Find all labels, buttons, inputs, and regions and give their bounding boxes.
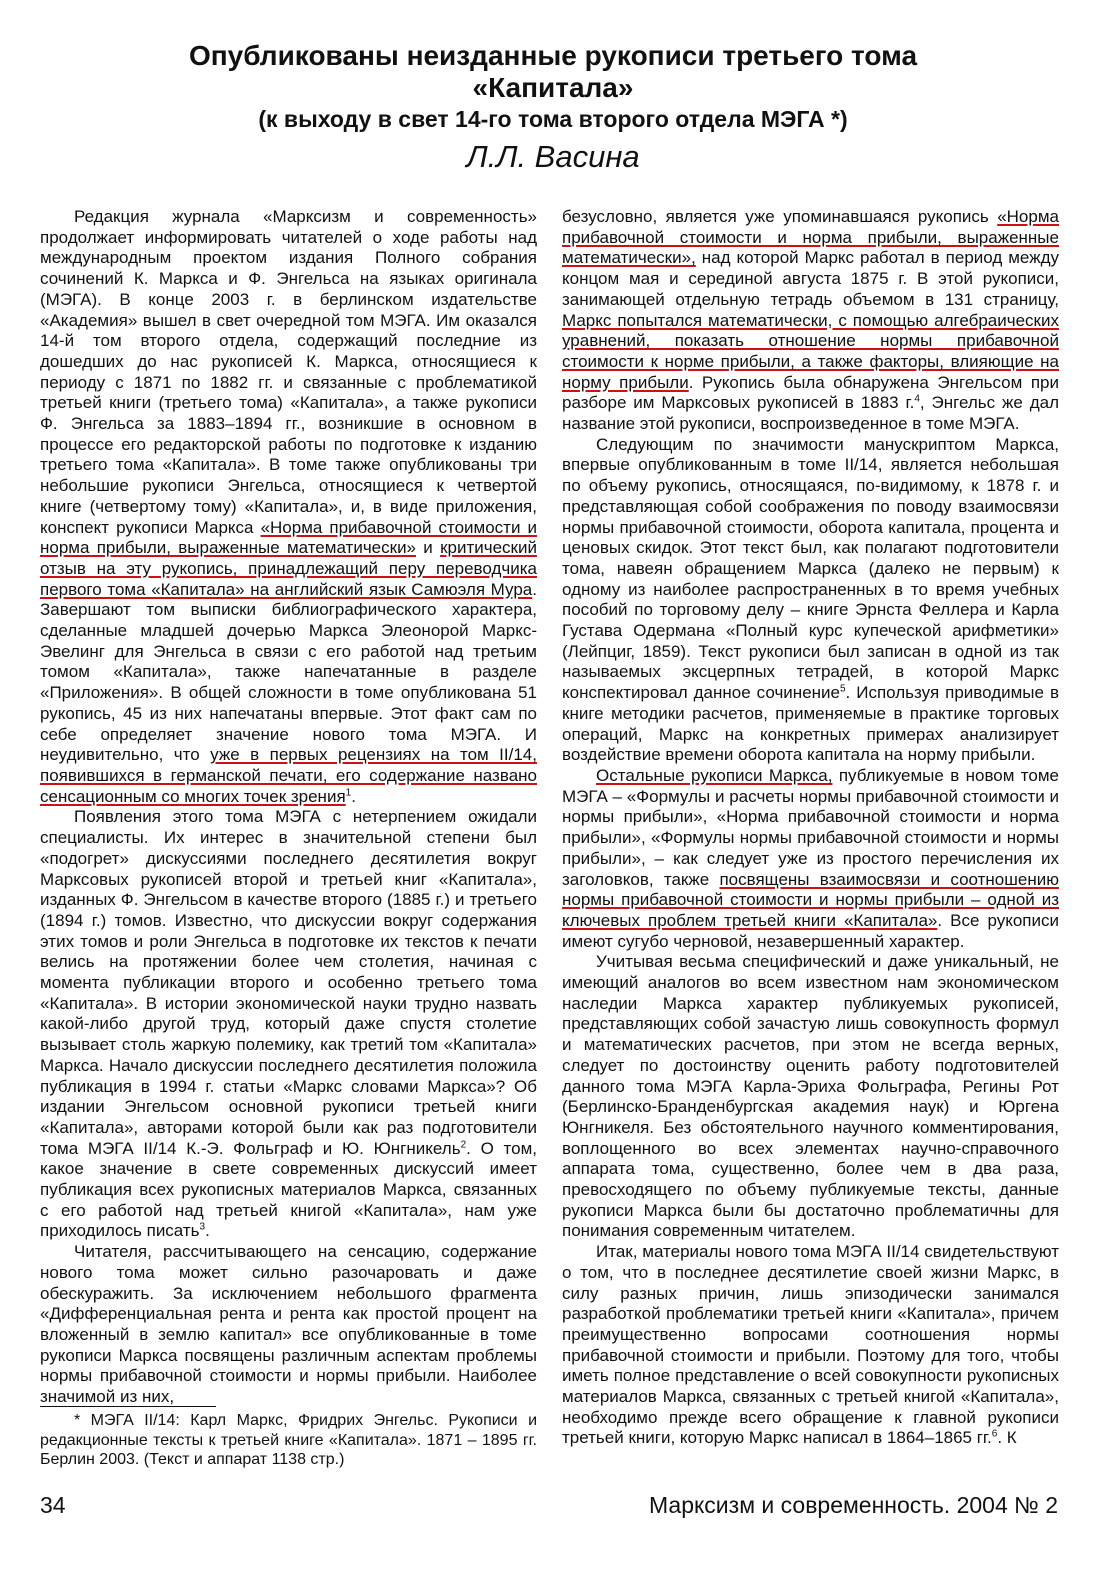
journal-issue: Марксизм и современность. 2004 № 2 [648,1492,1058,1518]
footnote-ref: 5 [839,683,846,695]
paragraph: безусловно, является уже упоминавшаяся рукопись «Норма прибавочной стоимости и норма прибыли, выраженные математически», над которой Маркс работал в период между концом мая и серединой августа 1875 г. В этой рукописи, занимающей отдельную тетрадь объемом в 131 страницу, Маркс попытался математически, с помощью алгебраических уравнений, показать отношение нормы прибавочной стоимости к норме прибыли, а также факторы, влияющие на норму прибыли. Рукопись была обнаружена Энгельсом при разборе им Марксовых рукописей в 1883 г.$^4$, Энгельс же дал название этой рукописи, воспроизведенное в томе МЭГА. [562,207,1059,434]
highlighted-text: Маркс попытался математически, с помощью алгебраических уравнений, показать отношение нормы прибавочной стоимости к норме прибыли, а также факторы, влияющие на норму прибыли [562,310,1059,392]
highlighted-text: «Норма прибавочной стоимости и норма прибыли, выраженные математически» [40,517,538,558]
title-line-2: «Капитала» [472,72,634,103]
right-column [562,207,1059,1449]
highlighted-text: посвящены взаимосвязи и соотношению нормы прибавочной стоимости и нормы прибыли – одной из ключевых проблем третьей книги «Капитала» [562,869,1059,930]
footnote: * МЭГА II/14: Карл Маркс, Фридрих Энгельс. Рукописи и редакционные тексты к третьей книге «Капитала». 1871 – 1895 гг. Берлин 2003. (Текст и аппарат 1138 стр.) [40,1412,537,1468]
article-title [0,40,1106,104]
highlighted-text: «Норма прибавочной стоимости и норма прибыли, выраженные математически», [562,207,1059,268]
left-column [40,207,537,1408]
paragraph: Читателя, рассчитывающего на сенсацию, содержание нового тома может сильно разочаровать и даже обескуражить. За исключением небольшого фрагмента «Дифференциальная рента и рента как простой процент на вложенный в землю капитал» все опубликованные в томе рукописи Маркса посвящены различным аспектам проблемы нормы прибавочной стоимости и нормы прибыли. Наиболее значимой из них, [40,1242,537,1407]
highlighted-text: Остальные рукописи Маркса, [596,765,833,785]
page-number: 34 [40,1492,66,1518]
article-header [0,40,1106,178]
article-subtitle: (к выходу в свет 14-го тома второго отдела МЭГА *) [258,106,848,132]
paragraph: Следующим по значимости манускриптом Маркса, впервые опубликованным в томе II/14, является небольшая по объему рукопись, относящаяся, по-видимому, к 1878 г. и представляющая собой соображения по поводу взаимосвязи нормы прибавочной стоимости, оборота капитала, процента и ценовых скидок. Этот текст был, как полагают подготовители тома, навеян обращением Маркса (далеко не первым) к одному из наиболее распространенных в то время учебных пособий по торговому делу – книге Эрнста Феллера и Карла Густава Одермана «Полный курс купеческой арифметики» (Лейпциг, 1859). Текст рукописи был записан в одной из так называемых эксцерпных тетрадей, в которой Маркс конспектировал данное сочинение$^5$. Используя приводимые в книге методики расчетов, применяемые в практике торговых операций, Маркс на конкретных примерах анализирует воздействие времени оборота капитала на норму прибыли. [562,434,1059,765]
article-author: Л.Л. Васина [466,139,640,174]
highlighted-text: уже в первых рецензиях на том II/14, появившихся в германской печати, его содержание названо сенсационным со многих точек зрения [40,745,537,806]
title-line-1: Опубликованы неизданные рукописи третьего тома [188,40,918,71]
footnote-ref: 2 [460,1138,467,1150]
footnote-ref: 3 [199,1221,206,1233]
paragraph: Учитывая весьма специфический и даже уникальный, не имеющий аналогов во всем известном нам экономическом наследии Маркса характер публикуемых рукописей, представляющих собой зачастую лишь совокупность формул и математических расчетов, при этом не всегда верных, следует по достоинству оценить работу подготовителей данного тома МЭГА Карла-Эриха Фольграфа, Регины Рот (Берлинско-Бранденбургская академия наук) и Юргена Юнгникеля. Без обстоятельного научного комментирования, воплощенного во всех элементах научно-справочного аппарата тома, существенно, более чем в два раза, превосходящего по объему публикуемые тексты, данные рукописи Маркса были бы достаточно проблематичны для понимания современным читателем. [562,952,1059,1241]
footnote-ref: 1 [345,787,352,799]
footnote-ref: 4 [914,393,920,405]
footnote-divider [40,1406,216,1407]
paragraph: Итак, материалы нового тома МЭГА II/14 свидетельствуют о том, что в последнее десятилетие своей жизни Маркс, в силу разных причин, лишь эпизодически занимался разработкой проблематики третьей книги «Капитала», причем преимущественно вопросами соотношения нормы прибавочной стоимости и прибыли. Поэтому для того, чтобы иметь полное представление о всей совокупности рукописных материалов Маркса, связанных с третьей книгой «Капитала», необходимо прежде всего обращение к главной рукописи третьей книги, которую Маркс написал в 1864–1865 гг.$^6$. К [562,1242,1059,1448]
footnote-ref: 6 [991,1428,998,1440]
paragraph: Остальные рукописи Маркса, публикуемые в новом томе МЭГА – «Формулы и расчеты нормы прибавочной стоимости и нормы прибыли», «Норма прибавочной стоимости и норма прибыли», «Формулы нормы прибавочной стоимости и нормы прибыли», – как следует уже из простого перечисления их заголовков, также посвящены взаимосвязи и соотношению нормы прибавочной стоимости и нормы прибыли – одной из ключевых проблем третьей книги «Капитала». Все рукописи имеют сугубо черновой, незавершенный характер. [562,765,1059,951]
paragraph: Появления этого тома МЭГА с нетерпением ожидали специалисты. Их интерес в значительной степени был «подогрет» дискуссиями последнего десятилетия вокруг Марксовых рукописей второй и третьей книг «Капитала», изданных Ф. Энгельсом в качестве второго (1885 г.) и третьего (1894 г.) томов. Известно, что дискуссии вокруг содержания этих томов и роли Энгельса в подготовке их текстов к печати велись на протяжении более чем столетия, начиная с момента публикации второго и особенно третьего тома «Капитала». В истории экономической науки трудно назвать какой-либо другой труд, который даже спустя столетие вызывает столь жаркую полемику, как третий том «Капитала» Маркса. Начало дискуссии последнего десятилетия положила публикация в 1994 г. статьи «Маркс словами Маркса»? Об издании Энгельсом основной рукописи третьей книги «Капитала», авторами которой были как раз подготовители тома МЭГА II/14 К.-Э. Фольграф и Ю. Юнгникель$^2$. О том, какое значение в свете современных дискуссий имеет публикация всех рукописных материалов Маркса, связанных с его работой над третьей книгой «Капитала», нам уже приходилось писать$^3$. [40,807,537,1241]
paragraph: Редакция журнала «Марксизм и современность» продолжает информировать читателей о ходе работы над международным проектом издания Полного собрания сочинений К. Маркса и Ф. Энгельса на языках оригинала (МЭГА). В конце 2003 г. в берлинском издательстве «Академия» вышел в свет очередной том МЭГА. Им оказался 14-й том второго отдела, содержащий последние из дошедших до нас рукописей К. Маркса, относящиеся к периоду с 1871 по 1882 гг. и связанные с проблематикой третьей книги (третьего тома) «Капитала», а также рукописи Ф. Энгельса за 1883–1894 гг., возникшие в основном в процессе его редакторской работы по подготовке к изданию третьего тома «Капитала». В томе также опубликованы три небольшие рукописи Энгельса, относящиеся к четвертой книге (четвертому тому) «Капитала», и, в виде приложения, конспект рукописи Маркса «Норма прибавочной стоимости и норма прибыли, выраженные математически» и критический отзыв на эту рукопись, принадлежащий перу переводчика первого тома «Капитала» на английский язык Самюэля Мура. Завершают том выписки библиографического характера, сделанные младшей дочерью Маркса Элеонорой Маркс-Эвелинг для Энгельса в связи с его работой над третьим томом «Капитала», также напечатанные в разделе «Приложения». В общей сложности в томе опубликована 51 рукопись, 45 из них напечатаны впервые. Этот факт сам по себе определяет значение нового тома МЭГА. И неудивительно, что уже в первых рецензиях на том II/14, появившихся в германской печати, его содержание названо сенсационным со многих точек зрения$^1$. [40,207,538,806]
highlighted-text: критический отзыв на эту рукопись, принадлежащий перу переводчика первого тома «Капитала» на английский язык Самюэля Мура [40,538,537,599]
